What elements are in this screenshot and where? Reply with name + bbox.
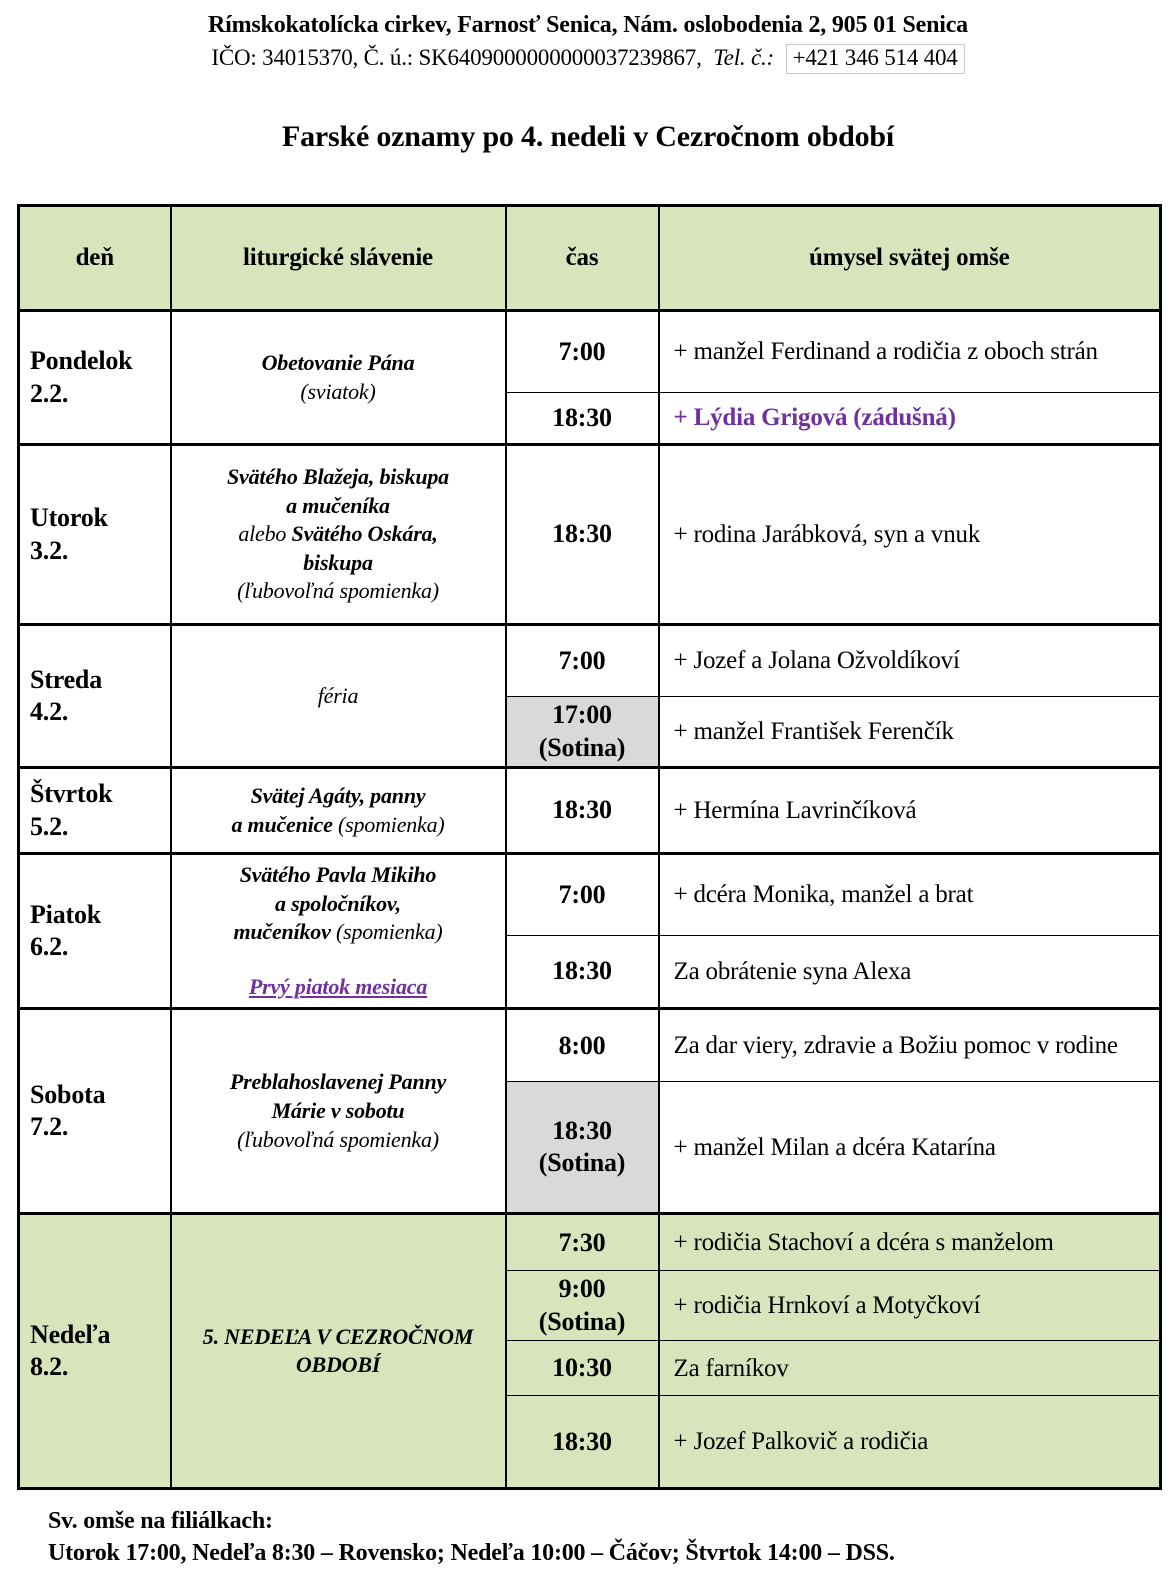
time-cell xyxy=(506,768,659,854)
intention-text: + Jozef a Jolana Ožvoldíkoví xyxy=(673,647,960,675)
celebration-text: Svätého Pavla Mikiho xyxy=(239,862,437,887)
celebration-line xyxy=(180,577,497,606)
intention-cell xyxy=(659,697,1161,768)
time-value: 7:00 xyxy=(558,879,606,909)
celebration-text: (ľubovoľná spomienka) xyxy=(237,578,439,604)
time-cell xyxy=(506,445,659,625)
phone-number: +421 346 514 404 xyxy=(786,44,965,74)
celebration-line xyxy=(180,492,497,521)
celebration-cell xyxy=(171,854,506,1009)
time-cell xyxy=(506,854,659,936)
intention-text: + Jozef Palkovič a rodičia xyxy=(673,1428,929,1456)
document-header xyxy=(0,0,1176,74)
intention-text: Za farníkov xyxy=(673,1354,789,1382)
celebration-cell xyxy=(171,768,506,854)
day-cell xyxy=(19,1009,171,1214)
time-value: 18:30 xyxy=(552,1115,612,1145)
celebration-text: Prvý piatok mesiaca xyxy=(248,973,428,999)
intention-cell xyxy=(659,854,1161,936)
mass-schedule-table xyxy=(17,204,1162,1490)
celebration-line xyxy=(180,973,497,1002)
day-cell xyxy=(19,768,171,854)
celebration-line xyxy=(180,463,497,492)
celebration-line xyxy=(180,549,497,578)
document-footer xyxy=(48,1506,1176,1578)
schedule-body xyxy=(19,311,1161,1489)
intention-text: + rodičia Stachoví a dcéra s manželom xyxy=(673,1229,1054,1257)
footer-heading: Sv. omše na filiálkach: xyxy=(48,1508,273,1535)
time-value: 18:30 xyxy=(552,402,612,432)
time-value: 18:30 xyxy=(552,956,612,986)
day-date: 4.2. xyxy=(30,697,69,726)
tel-label: Tel. č.: xyxy=(713,45,774,70)
time-location-note: (Sotina) xyxy=(538,732,626,762)
day-date: 6.2. xyxy=(30,932,69,962)
day-date: 3.2. xyxy=(30,535,69,565)
day-date: 2.2. xyxy=(30,378,69,408)
intention-cell xyxy=(659,311,1161,393)
celebration-line xyxy=(180,811,497,840)
intention-cell xyxy=(659,1009,1161,1082)
intention-cell xyxy=(659,393,1161,445)
celebration-line xyxy=(180,520,497,549)
celebration-line xyxy=(180,782,497,811)
celebration-line xyxy=(180,349,497,378)
day-name: Streda xyxy=(30,664,102,694)
time-value: 18:30 xyxy=(552,519,612,549)
celebration-text: a spoločníkov, xyxy=(275,890,401,916)
celebration-text: biskupa xyxy=(303,549,373,575)
time-cell xyxy=(506,625,659,697)
celebration-text: Obetovanie Pána xyxy=(261,349,415,375)
column-header-celebration: liturgické slávenie xyxy=(171,206,506,311)
day-name: Piatok xyxy=(30,899,102,929)
celebration-text: Svätej Agáty, panny xyxy=(250,782,426,808)
celebration-line xyxy=(180,682,497,711)
intention-text: + rodina Jarábková, syn a vnuk xyxy=(673,520,981,548)
time-cell xyxy=(506,697,659,768)
celebration-text: Preblahoslavenej Panny xyxy=(229,1069,447,1095)
intention-cell xyxy=(659,445,1161,625)
time-value: 10:30 xyxy=(552,1353,612,1383)
day-cell xyxy=(19,625,171,768)
celebration-line xyxy=(180,918,497,947)
celebration-text: féria xyxy=(317,682,359,708)
celebration-line xyxy=(180,1323,497,1352)
time-value: 7:00 xyxy=(558,336,606,366)
intention-cell xyxy=(659,935,1161,1009)
time-cell xyxy=(506,1341,659,1396)
intention-text: + dcéra Monika, manžel a brat xyxy=(673,881,974,909)
celebration-text: Márie v sobotu xyxy=(271,1098,405,1124)
day-cell xyxy=(19,311,171,445)
day-name: Štvrtok xyxy=(30,779,113,808)
time-value: 7:00 xyxy=(558,645,606,675)
day-date: 8.2. xyxy=(30,1352,69,1382)
day-date: 5.2. xyxy=(30,811,69,841)
time-value: 9:00 xyxy=(558,1274,606,1304)
celebration-text: 5. NEDEĽA V CEZROČNOM xyxy=(202,1323,474,1349)
intention-cell xyxy=(659,1271,1161,1341)
intention-text: Za obrátenie syna Alexa xyxy=(673,957,912,985)
intention-cell xyxy=(659,625,1161,697)
day-cell xyxy=(19,445,171,625)
intention-text: + Lýdia Grigová (zádušná) xyxy=(673,404,956,432)
celebration-cell xyxy=(171,445,506,625)
page-title: Farské oznamy po 4. nedeli v Cezročnom období xyxy=(281,120,895,153)
celebration-text: mučeníkov xyxy=(233,919,336,945)
time-location-note: (Sotina) xyxy=(538,1148,626,1178)
time-value: 18:30 xyxy=(552,1426,612,1456)
time-value: 7:30 xyxy=(558,1227,606,1257)
time-cell xyxy=(506,1396,659,1489)
celebration-cell xyxy=(171,1009,506,1214)
time-cell xyxy=(506,935,659,1009)
celebration-line xyxy=(180,1351,497,1380)
intention-text: + manžel Milan a dcéra Katarína xyxy=(673,1133,996,1161)
intention-text: + Hermína Lavrinčíková xyxy=(673,796,917,824)
day-cell xyxy=(19,854,171,1009)
column-header-day: deň xyxy=(19,206,171,311)
intention-cell xyxy=(659,1214,1161,1271)
celebration-text: Svätého Blažeja, biskupa xyxy=(227,464,449,490)
org-name: Rímskokatolícka cirkev, Farnosť Senica, Nám. oslobodenia 2, 905 01 Senica xyxy=(208,12,968,38)
time-value: 18:30 xyxy=(552,795,612,825)
day-cell xyxy=(19,1214,171,1489)
intention-cell xyxy=(659,1341,1161,1396)
celebration-line xyxy=(180,1126,497,1155)
time-cell xyxy=(506,1271,659,1341)
time-cell xyxy=(506,1214,659,1271)
day-name: Sobota xyxy=(30,1079,106,1109)
celebration-line xyxy=(180,1068,497,1097)
celebration-text: (sviatok) xyxy=(300,378,376,404)
celebration-line xyxy=(180,861,497,890)
celebration-text: (spomienka) xyxy=(335,919,443,945)
day-name: Utorok xyxy=(30,503,108,532)
intention-cell xyxy=(659,1396,1161,1489)
time-value: 17:00 xyxy=(552,700,612,729)
time-cell xyxy=(506,1082,659,1214)
column-header-time: čas xyxy=(506,206,659,311)
celebration-line xyxy=(180,1097,497,1126)
intention-text: Za dar viery, zdravie a Božiu pomoc v rodine xyxy=(673,1032,1118,1060)
time-cell xyxy=(506,393,659,445)
column-header-intention: úmysel svätej omše xyxy=(659,206,1161,311)
celebration-line xyxy=(180,378,497,407)
celebration-text: a mučenice xyxy=(231,811,338,837)
celebration-text: (spomienka) xyxy=(338,811,445,837)
time-value: 8:00 xyxy=(558,1030,606,1060)
celebration-cell xyxy=(171,1214,506,1489)
footer-schedule: Utorok 17:00, Nedeľa 8:30 – Rovensko; Nedeľa 10:00 – Čáčov; Štvrtok 14:00 – DSS. xyxy=(48,1539,895,1566)
celebration-text: (ľubovoľná spomienka) xyxy=(237,1126,439,1152)
intention-cell xyxy=(659,768,1161,854)
celebration-cell xyxy=(171,311,506,445)
celebration-line xyxy=(180,890,497,919)
intention-text: + manžel Ferdinand a rodičia z oboch strán xyxy=(673,338,1098,366)
intention-cell xyxy=(659,1082,1161,1214)
time-location-note: (Sotina) xyxy=(538,1306,626,1336)
day-name: Pondelok xyxy=(30,346,133,375)
celebration-text: alebo xyxy=(238,521,292,547)
celebration-cell xyxy=(171,625,506,768)
day-name: Nedeľa xyxy=(30,1319,111,1349)
intention-text: + manžel František Ferenčík xyxy=(673,717,954,745)
time-cell xyxy=(506,1009,659,1082)
day-date: 7.2. xyxy=(30,1112,69,1142)
celebration-text: Svätého Oskára, xyxy=(291,521,438,547)
time-cell xyxy=(506,311,659,393)
org-info-ids: IČO: 34015370, Č. ú.: SK6409000000000037239867, xyxy=(211,45,702,70)
celebration-text: a mučeníka xyxy=(286,492,390,518)
celebration-text: OBDOBÍ xyxy=(295,1352,381,1378)
intention-text: + rodičia Hrnkoví a Motyčkoví xyxy=(673,1292,981,1320)
org-info xyxy=(0,44,1176,74)
